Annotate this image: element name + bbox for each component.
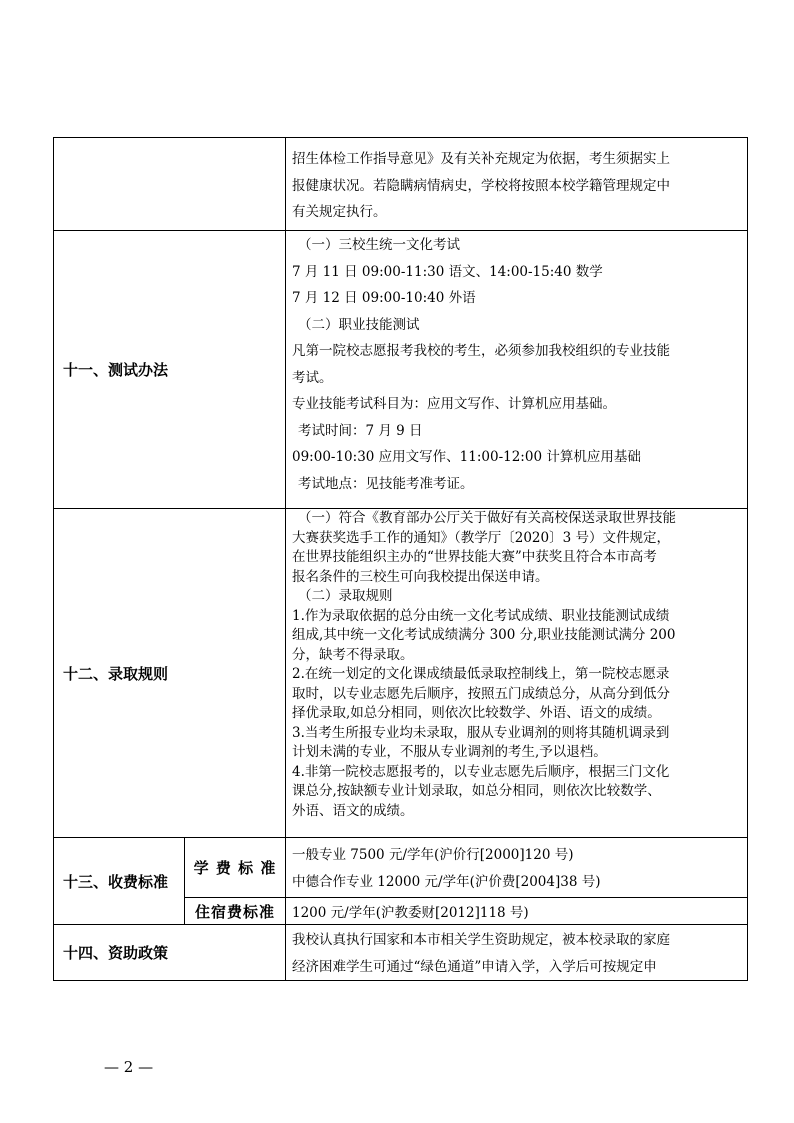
info-table <box>53 137 748 981</box>
row-test-method <box>54 231 748 509</box>
tuition-content: 一般专业 7500 元/学年(沪价行[2000]120 号) 中德合作专业 12000 元/学年(沪价费[2004]38 号) <box>286 838 748 898</box>
row-financial-aid <box>54 925 748 981</box>
row-admission-rules <box>54 509 748 838</box>
row-heading: 十二、录取规则 <box>54 509 286 838</box>
row-content: 我校认真执行国家和本市相关学生资助规定，被本校录取的家庭 经济困难学生可通过“绿色通道”申请入学，入学后可按规定申 <box>286 925 748 981</box>
row-heading: 十一、测试办法 <box>54 231 286 509</box>
tuition-label: 学 费 标 准 <box>185 838 286 898</box>
lodging-content: 1200 元/学年(沪教委财[2012]118 号) <box>286 898 748 925</box>
row-content: 招生体检工作指导意见》及有关补充规定为依据，考生须据实上 报健康状况。若隐瞒病情病史，学校将按照本校学籍管理规定中 有关规定执行。 <box>286 138 748 231</box>
page-number: — 2 — <box>104 1058 154 1076</box>
row-content: （一）三校生统一文化考试 7 月 11 日 09:00-11:30 语文、14:00-15:40 数学 7 月 12 日 09:00-10:40 外语 （二）职业技能测试 凡第一院校志愿报考我校的考生，必须参加我校组织的专业技能 考试。 专业技能考试科目为：应用文写作、计算机应用基础。 考试时间：7 月 9 日 09:00-10:30 应用文写作、11:00-12:00 计算机应用基础 考试地点：见技能考准考证。 <box>286 231 748 509</box>
row-heading: 十四、资助政策 <box>54 925 286 981</box>
row-continued-health <box>54 138 748 231</box>
row-heading: 十三、收费标准 <box>54 838 185 925</box>
row-content: （一）符合《教育部办公厅关于做好有关高校保送录取世界技能 大赛获奖选手工作的通知》（教学厅〔2020〕3 号）文件规定， 在世界技能组织主办的“世界技能大赛”中获奖且符合本市高考 报名条件的三校生可向我校提出保送申请。 （二）录取规则 1.作为录取依据的总分由统一文化考试成绩、职业技能测试成绩 组成,其中统一文化考试成绩满分 300 分,职业技能测试满分 200 分，缺考不得录取。 2.在统一划定的文化课成绩最低录取控制线上，第一院校志愿录 取时，以专业志愿先后顺序，按照五门成绩总分，从高分到低分 择优录取,如总分相同，则依次比较数学、外语、语文的成绩。 3.当考生所报专业均未录取，服从专业调剂的则将其随机调录到 计划未满的专业，不服从专业调剂的考生,予以退档。 4.非第一院校志愿报考的，以专业志愿先后顺序，根据三门文化 课总分,按缺额专业计划录取，如总分相同，则依次比较数学、 外语、语文的成绩。 <box>286 509 748 838</box>
row-fees-tuition <box>54 838 748 898</box>
empty-heading-cell <box>54 138 286 231</box>
lodging-label: 住宿费标准 <box>185 898 286 925</box>
